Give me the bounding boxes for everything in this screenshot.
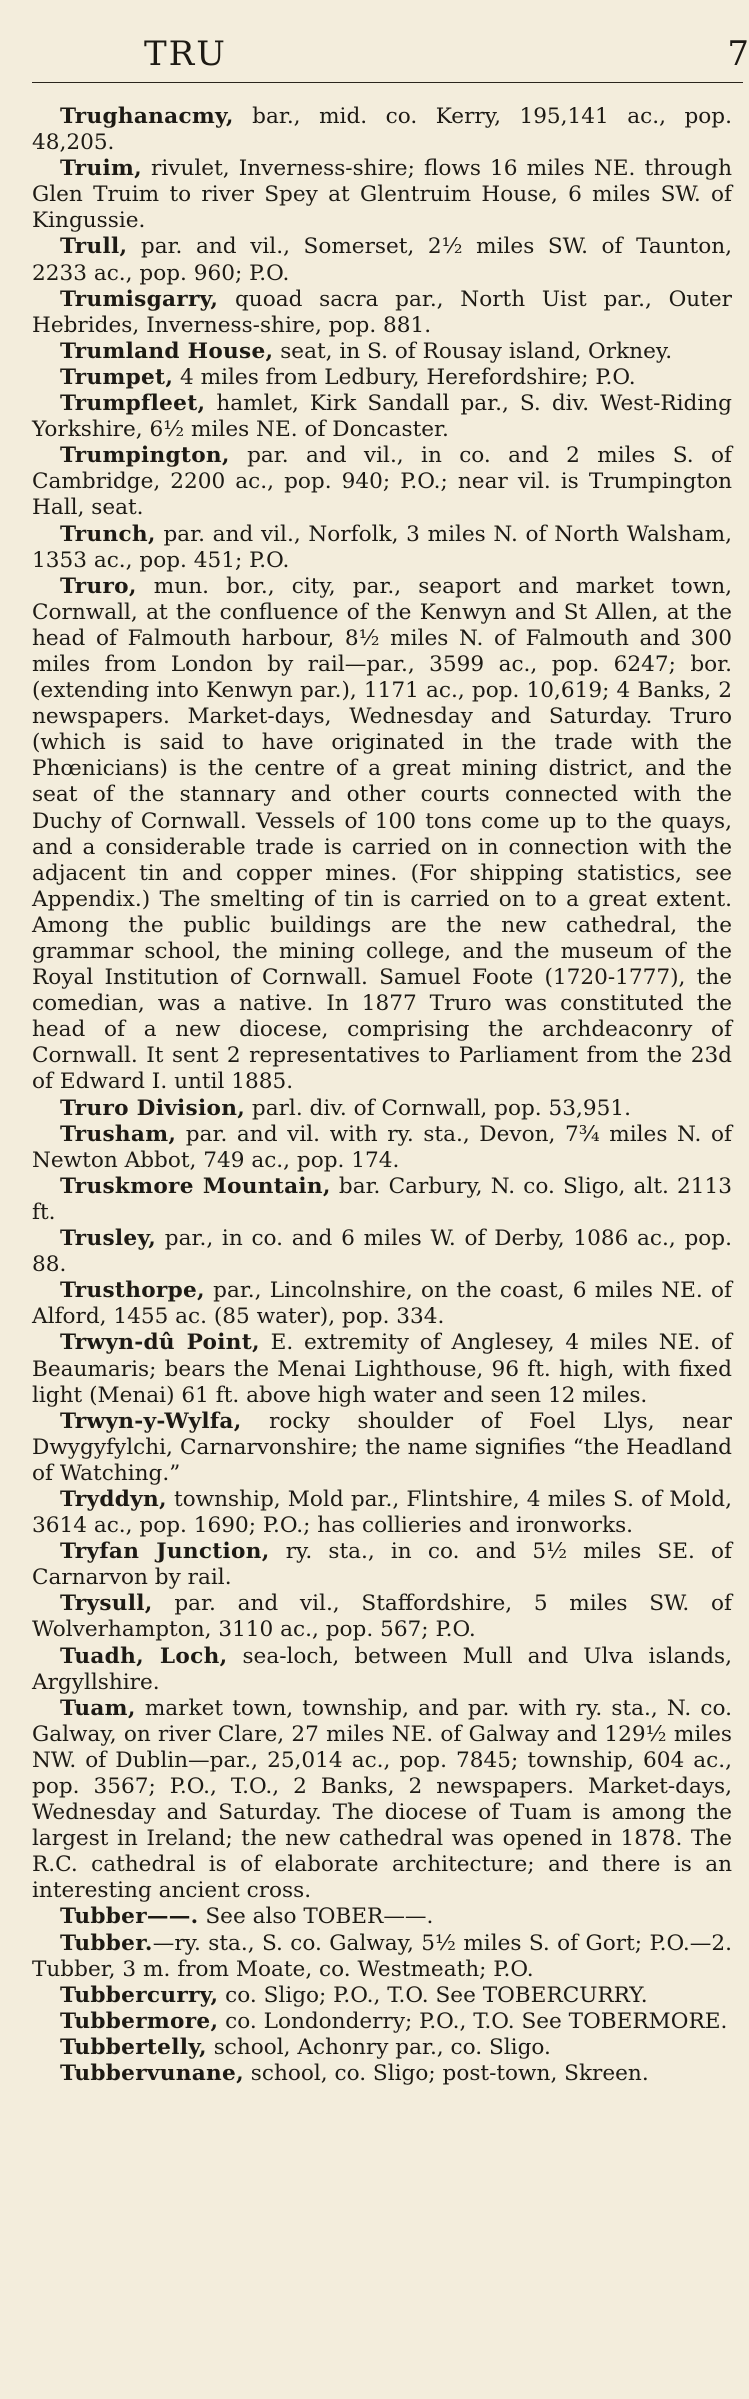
entry-headword: Tryddyn, (60, 1486, 167, 1512)
entry-text: par. and vil., Somerset, 2½ miles SW. of Taunton, 2233 ac., pop. 960; P.O. (32, 234, 732, 286)
entry-text: 4 miles from Ledbury, Herefordshire; P.O. (173, 364, 636, 390)
entry-list (32, 104, 732, 2087)
entry-headword: Tubbertelly, (60, 2034, 207, 2060)
page-header (32, 26, 749, 83)
entry-headword: Trwyn-dû Point, (60, 1330, 260, 1356)
gazetteer-entry (32, 522, 732, 574)
gazetteer-entry (32, 2035, 732, 2061)
entry-headword: Trunch, (60, 521, 156, 547)
entry-text: —ry. sta., S. co. Galway, 5½ miles S. of Gort; P.O.—2. Tubber, 3 m. from Moate, co. Westmeath; P.O. (32, 1930, 732, 1982)
entry-headword: Truskmore Mountain, (60, 1173, 331, 1199)
gazetteer-entry (32, 574, 732, 1096)
gazetteer-entry (32, 1904, 732, 1930)
gazetteer-entry (32, 1644, 732, 1696)
entry-headword: Tubber. (60, 1930, 153, 1956)
gazetteer-entry (32, 1696, 732, 1905)
entry-text: par. and vil., Norfolk, 3 miles N. of North Walsham, 1353 ac., pop. 451; P.O. (32, 521, 732, 573)
entry-headword: Trumpet, (60, 364, 174, 390)
entry-headword: Trumland House, (60, 338, 274, 364)
entry-headword: Trusthorpe, (60, 1278, 205, 1304)
gazetteer-entry (32, 339, 732, 365)
entry-headword: Tuadh, Loch, (60, 1643, 228, 1669)
entry-text: bar. Carbury, N. co. Sligo, alt. 2113 ft. (32, 1173, 732, 1225)
gazetteer-entry (32, 1487, 732, 1539)
gazetteer-entry (32, 1174, 732, 1226)
entry-text: co. Sligo; P.O., T.O. See TOBERCURRY. (218, 1982, 648, 2008)
running-head: TRU (144, 34, 227, 74)
gazetteer-entry (32, 234, 732, 286)
entry-text: E. extremity of Anglesey, 4 miles NE. of Beaumaris; bears the Menai Lighthouse, 96 ft. high, with fixed light (Menai) 61 ft. above high water and seen 12 miles. (32, 1330, 732, 1408)
entry-headword: Trusham, (60, 1121, 177, 1147)
gazetteer-entry (32, 2009, 732, 2035)
entry-headword: Tuam, (60, 1695, 136, 1721)
entry-text: par. and vil. with ry. sta., Devon, 7¾ miles N. of Newton Abbot, 749 ac., pop. 174. (32, 1121, 732, 1173)
entry-text: township, Mold par., Flintshire, 4 miles S. of Mold, 3614 ac., pop. 1690; P.O.; has collieries and ironworks. (32, 1486, 732, 1539)
entry-headword: Trumisgarry, (60, 286, 219, 312)
entry-text: par., in co. and 6 miles W. of Derby, 1086 ac., pop. 88. (32, 1226, 732, 1278)
entry-headword: Tubber——. (60, 1904, 199, 1930)
page-number: 7 (727, 34, 749, 74)
entry-headword: Trumpington, (60, 443, 230, 469)
entry-text: ry. sta., in co. and 5½ miles SE. of Carnarvon by rail. (32, 1539, 732, 1591)
entry-text: rocky shoulder of Foel Llys, near Dwygyfylchi, Carnarvonshire; the name signifies “the Headland of Watching.” (32, 1408, 732, 1486)
entry-headword: Trysull, (60, 1591, 153, 1617)
entry-headword: Trwyn-y-Wylfa, (60, 1408, 242, 1434)
gazetteer-entry (32, 1409, 732, 1487)
entry-text: hamlet, Kirk Sandall par., S. div. West-Riding Yorkshire, 6½ miles NE. of Doncaster. (32, 391, 732, 443)
entry-text: school, co. Sligo; post-town, Skreen. (243, 2061, 649, 2087)
entry-headword: Tubbervunane, (60, 2061, 244, 2087)
entry-text: See also TOBER——. (198, 1904, 434, 1930)
gazetteer-entry (32, 1122, 732, 1174)
entry-text: seat, in S. of Rousay island, Orkney. (273, 338, 673, 364)
entry-text: par. and vil., Staffordshire, 5 miles SW. of Wolverhampton, 3110 ac., pop. 567; P.O. (32, 1591, 732, 1643)
entry-text: par. and vil., in co. and 2 miles S. of Cambridge, 2200 ac., pop. 940; P.O.; near vil. is Trumpington Hall, seat. (32, 443, 732, 521)
gazetteer-entry (32, 1330, 732, 1408)
gazetteer-entry (32, 1278, 732, 1330)
entry-text: quoad sacra par., North Uist par., Outer Hebrides, Inverness-shire, pop. 881. (32, 286, 732, 338)
gazetteer-entry (32, 1226, 732, 1278)
gazetteer-entry (32, 1591, 732, 1643)
gazetteer-entry (32, 156, 732, 234)
gazetteer-entry (32, 104, 732, 156)
entry-text: sea-loch, between Mull and Ulva islands, Argyllshire. (32, 1643, 732, 1695)
entry-headword: Truim, (60, 156, 142, 182)
gazetteer-entry (32, 1539, 732, 1591)
entry-headword: Tubbercurry, (60, 1982, 219, 2008)
entry-text: mun. bor., city, par., seaport and market town, Cornwall, at the confluence of the Kenwyn and St Allen, at the head of Falmouth harbour, 8½ miles N. of Falmouth and 300 miles from London by rail—par., 3599 ac., pop. 6247; bor. (extending into Kenwyn par.), 1171 ac., pop. 10,619; 4 Banks, 2 newspapers. Market-days, Wednesday and Saturday. Truro (which is said to have originated in the trade with the Phœnicians) is the centre of a great mining district, and the seat of the stannary and other courts connected with the Duchy of Cornwall. Vessels of 100 tons come up to the quays, and a considerable trade is carried on in connection with the adjacent tin and copper mines. (For shipping statistics, see Appendix.) The smelting of tin is carried on to a great extent. Among the public buildings are the new cathedral, the grammar school, the mining college, and the museum of the Royal Institution of Cornwall. Samuel Foote (1720-1777), the comedian, was a native. In 1877 Truro was constituted the head of a new diocese, comprising the archdeaconry of Cornwall. It sent 2 representatives to Parliament from the 23d of Edward I. until 1885. (32, 573, 732, 1095)
entry-text: co. Londonderry; P.O., T.O. See TOBERMORE. (218, 2008, 728, 2034)
entry-headword: Trughanacmy, (60, 104, 234, 129)
entry-headword: Tubbermore, (60, 2008, 219, 2034)
entry-text: parl. div. of Cornwall, pop. 53,951. (245, 1095, 631, 1121)
entry-headword: Trusley, (60, 1226, 157, 1252)
entry-headword: Truro Division, (60, 1095, 246, 1121)
entry-text: market town, township, and par. with ry. sta., N. co. Galway, on river Clare, 27 miles NE. of Galway and 129½ miles NW. of Dublin—par., 25,014 ac., pop. 7845; township, 604 ac., pop. 3567; P.O., T.O., 2 Banks, 2 newspapers. Market-days, Wednesday and Saturday. The diocese of Tuam is among the largest in Ireland; the new cathedral was opened in 1878. The R.C. cathedral is of elaborate architecture; and there is an interesting ancient cross. (32, 1695, 732, 1904)
entry-text: par., Lincolnshire, on the coast, 6 miles NE. of Alford, 1455 ac. (85 water), pop. 334. (32, 1278, 732, 1330)
entry-headword: Trumpfleet, (60, 391, 206, 417)
entry-headword: Tryfan Junction, (60, 1539, 270, 1565)
entry-headword: Truro, (60, 573, 137, 599)
gazetteer-entry (32, 1983, 732, 2009)
gazetteer-entry (32, 1931, 732, 1983)
gazetteer-entry (32, 391, 732, 443)
entry-text: school, Achonry par., co. Sligo. (206, 2034, 551, 2060)
gazetteer-entry (32, 1096, 732, 1122)
entry-text: bar., mid. co. Kerry, 195,141 ac., pop. 48,205. (32, 104, 732, 156)
gazetteer-entry (32, 365, 732, 391)
gazetteer-entry (32, 2061, 732, 2087)
gazetteer-entry (32, 443, 732, 521)
entry-headword: Trull, (60, 234, 128, 260)
entry-text: rivulet, Inverness-shire; flows 16 miles NE. through Glen Truim to river Spey at Glentruim House, 6 miles SW. of Kingussie. (32, 156, 732, 234)
gazetteer-entry (32, 287, 732, 339)
